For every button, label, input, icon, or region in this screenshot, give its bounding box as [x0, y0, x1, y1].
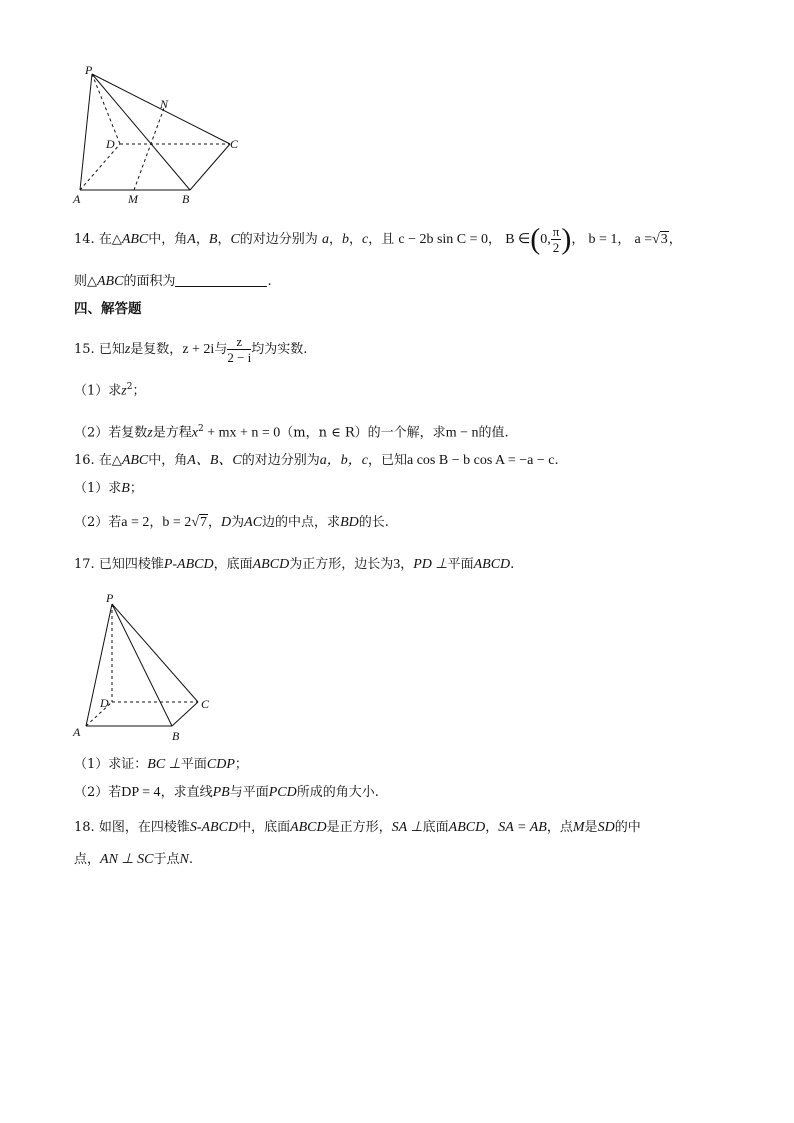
- q17-part-2: （2）若DP = 4，求直线PB与平面PCD所成的角大小.: [74, 785, 379, 800]
- label-D: D: [106, 137, 115, 151]
- label-D: D: [100, 696, 109, 710]
- edge-PA: [80, 74, 92, 190]
- label-C: C: [201, 697, 210, 711]
- q16-number: 16.: [74, 453, 95, 468]
- q15-fraction: $\frac{z}{2 - i}$: [227, 334, 252, 365]
- q17-number: 17.: [74, 557, 95, 572]
- q16-line-1: 16. 在△ABC中，角A、B、C的对边分别为a，b，c，已知a cos B − b cos A = −a − c.: [74, 453, 559, 468]
- label-B: B: [182, 192, 190, 206]
- q14-line-2: 则△ABC的面积为 .: [74, 274, 272, 289]
- q15-part-1: （1）求$z^2$；: [74, 382, 146, 399]
- q15-line-1: 15. 已知z是复数，z + 2i与 $\frac{z}{2 - i}$ 均为实数.: [74, 334, 308, 365]
- q18-number: 18.: [74, 820, 95, 835]
- edge-PB: [112, 604, 172, 726]
- q15-part-2: （2）若复数z是方程$x^2$ + mx + n = 0（m，n ∈ R）的一个解，求m − n的值.: [74, 424, 509, 441]
- q16-part-1: （1）求B；: [74, 481, 143, 496]
- label-P: P: [85, 63, 93, 77]
- answer-blank[interactable]: [175, 274, 267, 287]
- q17-part-1: （1）求证：BC ⊥平面CDP；: [74, 757, 248, 772]
- edge-PC: [112, 604, 198, 702]
- label-N: N: [160, 97, 169, 111]
- label-A: A: [73, 192, 81, 206]
- q17-line-1: 17. 已知四棱锥P-ABCD，底面ABCD为正方形，边长为3，PD ⊥平面ABCD.: [74, 557, 515, 572]
- q15-number: 15.: [74, 342, 95, 357]
- q14-number: 14.: [74, 232, 95, 247]
- q16-part-2: （2）若a = 2，b = 2√7，D为AC边的中点，求BD的长.: [74, 515, 389, 530]
- q18-line-2: 点，AN ⊥ SC于点N.: [74, 852, 193, 867]
- edge-PB: [92, 74, 190, 190]
- label-P: P: [106, 591, 114, 605]
- q14-pi-over-2: $\frac{\pi}{2}$: [552, 224, 560, 255]
- q14-line-1: 14. 在△ABC中，角A，B，C的对边分别为 a，b，c，且 c − 2b sin C = 0， B ∈(0, $\frac{\pi}{2}$ )， b = 1， a =√3，: [74, 222, 682, 256]
- figure-2-pyramid: [68, 590, 228, 745]
- q18-line-1: 18. 如图，在四棱锥S-ABCD中，底面ABCD是正方形，SA ⊥底面ABCD，SA = AB，点M是SD的中: [74, 820, 641, 835]
- edge-PD: [92, 74, 120, 144]
- label-A: A: [73, 725, 81, 739]
- section-heading: 四、解答题: [74, 301, 142, 317]
- label-C: C: [230, 137, 239, 151]
- segment-MN: [134, 108, 164, 190]
- edge-BC: [172, 702, 198, 726]
- label-M: M: [128, 192, 138, 206]
- label-B: B: [172, 729, 180, 743]
- edge-BC: [190, 144, 230, 190]
- q14-equation: c − 2b sin C = 0: [398, 232, 489, 247]
- figure-1-pyramid: [60, 60, 260, 210]
